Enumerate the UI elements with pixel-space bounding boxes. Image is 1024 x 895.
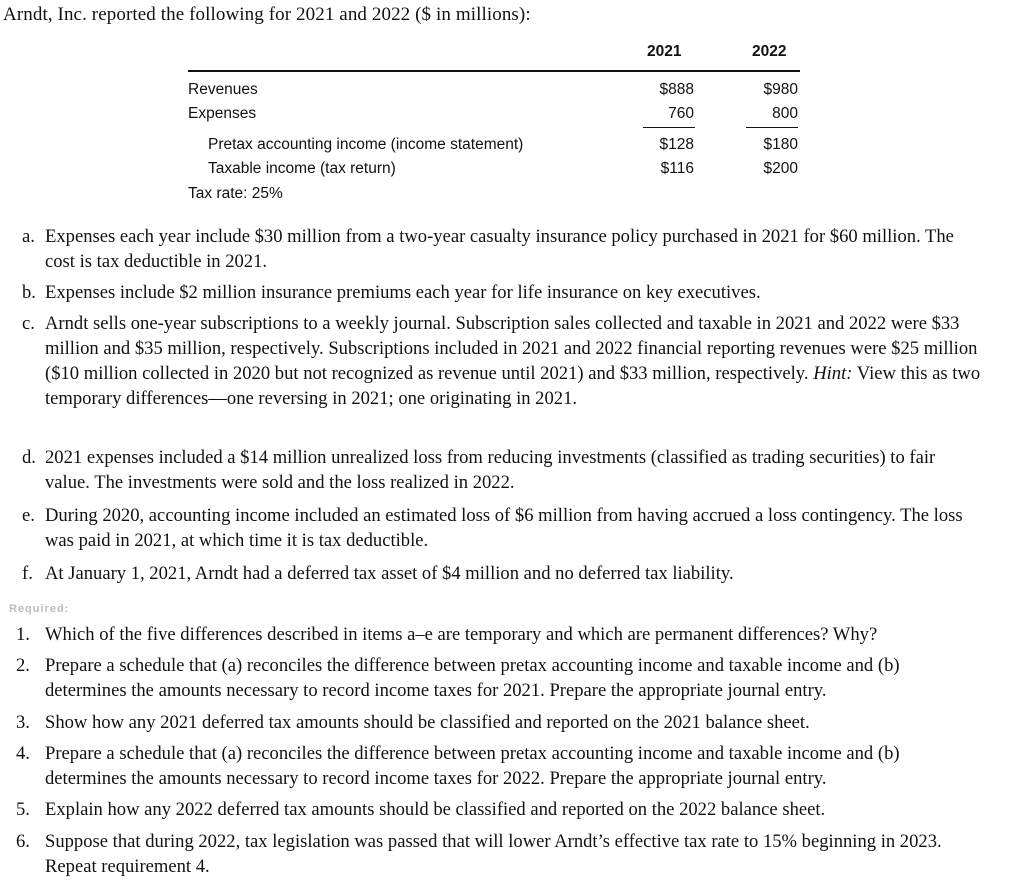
requirement-marker: 5. <box>16 799 30 820</box>
requirement-marker: 2. <box>16 655 30 676</box>
item-text: During 2020, accounting income included an estimated loss of $6 million from having accrued a loss contingency. The loss was paid in 2021, at which time it is tax deductible. <box>45 505 963 551</box>
hint-label: Hint: <box>813 363 853 384</box>
subtotal-rule-2021 <box>643 127 695 128</box>
list-item <box>22 280 982 305</box>
cell-2021: $128 <box>659 136 694 153</box>
item-text: Expenses each year include $30 million from a two-year casualty insurance policy purchased in 2021 for $60 million. The cost is tax deductible in 2021. <box>45 226 954 272</box>
cell-2021: $116 <box>660 160 694 177</box>
requirement-item <box>16 797 976 822</box>
requirement-text: Explain how any 2022 deferred tax amounts should be classified and reported on the 2022 balance sheet. <box>45 799 826 820</box>
cell-2022: 800 <box>772 105 798 122</box>
requirement-text: Prepare a schedule that (a) reconciles the difference between pretax accounting income and taxable income and (b) determines the amounts necessary to record income taxes for 2022. Prepare the appropriate journal entry. <box>45 743 900 789</box>
requirement-text: Suppose that during 2022, tax legislation was passed that will lower Arndt’s effective tax rate to 15% beginning in 2023. Repeat requirement 4. <box>45 831 942 877</box>
requirement-item <box>16 829 976 879</box>
required-label: Required: <box>9 603 70 615</box>
requirement-marker: 6. <box>16 831 30 852</box>
requirement-text: Prepare a schedule that (a) reconciles the difference between pretax accounting income and taxable income and (b) determines the amounts necessary to record income taxes for 2021. Prepare the appropriate journal entry. <box>45 655 900 701</box>
list-item <box>22 503 982 553</box>
list-item <box>22 445 982 495</box>
list-item <box>22 561 982 586</box>
requirement-marker: 4. <box>16 743 30 764</box>
income-table <box>0 0 1024 210</box>
item-text-body: Arndt sells one-year subscriptions to a weekly journal. Subscription sales collected and taxable in 2021 and 2022 were $33 million and $35 million, respectively. Subscriptions included in 2021 and 2022 financial reporting revenues were $25 million ($10 million collected in 2020 but not recognized as revenue until 2021) and $33 million, respectively. <box>45 313 978 384</box>
requirement-item <box>16 653 976 703</box>
cell-2022: $180 <box>763 136 798 153</box>
intro-text: Arndt, Inc. reported the following for 2021 and 2022 ($ in millions): <box>3 4 531 25</box>
cell-2021: $888 <box>659 81 694 98</box>
requirement-marker: 1. <box>16 624 30 645</box>
requirement-item <box>16 741 976 791</box>
item-text: At January 1, 2021, Arndt had a deferred tax asset of $4 million and no deferred tax liability. <box>45 563 734 584</box>
row-label: Taxable income (tax return) <box>208 160 396 177</box>
item-marker: a. <box>22 226 35 247</box>
item-marker: b. <box>22 282 36 303</box>
row-label: Expenses <box>188 105 257 122</box>
row-label: Revenues <box>188 81 258 98</box>
item-marker: c. <box>22 313 35 334</box>
requirement-text: Which of the five differences described in items a–e are temporary and which are permanent differences? Why? <box>45 624 878 645</box>
row-label: Pretax accounting income (income statement) <box>208 136 524 153</box>
requirement-marker: 3. <box>16 712 30 733</box>
item-marker: e. <box>22 505 35 526</box>
item-text: Expenses include $2 million insurance premiums each year for life insurance on key executives. <box>45 282 761 303</box>
requirement-text: Show how any 2021 deferred tax amounts should be classified and reported on the 2021 balance sheet. <box>45 712 810 733</box>
cell-2021: 760 <box>668 105 694 122</box>
item-marker: d. <box>22 447 36 468</box>
hint-text: View this as two temporary differences—one reversing in 2021; one originating in 2021. <box>45 363 981 409</box>
requirement-item <box>16 710 976 735</box>
list-item <box>22 311 982 411</box>
item-marker: f. <box>22 563 33 584</box>
item-text <box>45 311 982 411</box>
item-text: 2021 expenses included a $14 million unrealized loss from reducing investments (classified as trading securities) to fair value. The investments were sold and the loss realized in 2022. <box>45 447 936 493</box>
cell-2022: $200 <box>763 160 798 177</box>
subtotal-rule-2022 <box>746 127 798 128</box>
list-item <box>22 224 982 274</box>
cell-2022: $980 <box>763 81 798 98</box>
requirement-item <box>16 622 976 647</box>
col-header-2022: 2022 <box>752 43 787 60</box>
col-header-2021: 2021 <box>647 43 682 60</box>
header-rule <box>188 70 800 72</box>
tax-rate: Tax rate: 25% <box>188 185 283 202</box>
